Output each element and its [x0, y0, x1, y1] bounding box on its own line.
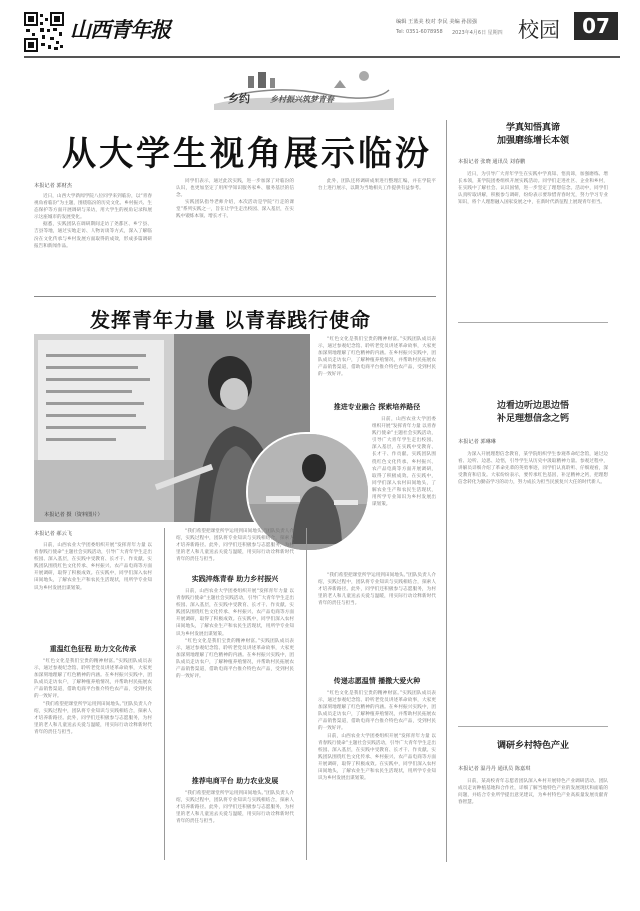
- side-headline: 边看边听边思边悟: [496, 401, 569, 411]
- lead-paragraph: 此外，团队还将调研成果进行整理汇编，并在学院平台上进行展示，以期为当地相关工作提供有益参考。: [318, 179, 436, 192]
- page-number: 07: [582, 14, 610, 38]
- side-headline: 学真知悟真谛: [505, 123, 560, 133]
- side-paragraph: 近日，为引导广大青年学生在实践中学真知、悟真谛，加强磨练、增长本领，某学院团委组织开展实践活动。同学们走进社区、企业和乡村，在实践中了解社会、认识国情，进一步坚定了理想信念。活动中，同学们认真听取讲解，积极参与调研，纷纷表示要珍惜青春时光，努力学习专业知识，将个人理想融入国家发展之中，在新时代新征程上展现青年担当。: [458, 172, 608, 206]
- lead-column-1: [34, 193, 152, 289]
- feature-paragraph: “红色文化是我们宝贵的精神财富。”实践团队成员表示，通过参观纪念馆、聆听老党员讲述革命故事，大家更加深刻地理解了红色精神的内涵。在乡村振兴实践中，团队成员走访农户，了解种植养殖情况，并帮助村民拓展农产品销售渠道，借助电商平台推介特色农产品，受到村民的一致好评。: [318, 691, 436, 732]
- feature-column-2c: [176, 790, 294, 860]
- side-body: [458, 451, 608, 703]
- lead-paragraph: 据悉，实践团队在调研期间走访了尧都区、乡宁县、吉县等地，通过实地走访、人物访谈等方式，深入了解临汾在文化传承与乡村发展方面取得的成效，形成多篇调研报告和新闻作品。: [34, 222, 152, 249]
- lead-paragraph: 近日，山西大学新闻学院八位同学来到临汾，以“青春视角看临汾”为主题，围绕临汾的历史文化、乡村振兴、生态保护等方面开展调研与采访，用大学生的视角记录和展示这座城市的发展变化。: [34, 194, 152, 221]
- photo-caption: 本报记者 摄（资料图片）: [44, 512, 103, 518]
- newspaper-logo: 山西青年报: [70, 17, 170, 42]
- column-rule: [446, 120, 447, 862]
- side-headline: 加强磨练增长本领: [496, 136, 569, 146]
- feature-subhead: 推荐电商平台 助力农业发展: [191, 777, 279, 785]
- feature-column-2b: [176, 588, 294, 766]
- feature-column-3: [318, 336, 436, 396]
- column-banner: [214, 64, 394, 110]
- feature-paragraph: “红色文化是我们宝贵的精神财富。”实践团队成员表示，通过参观纪念馆、聆听老党员讲述革命故事，大家更加深刻地理解了红色精神的内涵。在乡村振兴实践中，团队成员走访农户，了解种植养殖情况，并帮助村民拓展农产品销售渠道，借助电商平台推介特色农产品，受到村民的一致好评。: [318, 337, 436, 378]
- feature-paragraph: “我们希望把课堂所学运用到田间地头。”团队负责人介绍，实践过程中，团队将专业知识与实践相结合，探索人才培养新路径。此外，同学们还积极参与志愿服务，为村里的老人和儿童送去关爱与温暖，用实际行动诠释新时代青年的责任与担当。: [176, 529, 294, 563]
- feature-paragraph: “我们希望把课堂所学运用到田间地头。”团队负责人介绍，实践过程中，团队将专业知识与实践相结合，探索人才培养新路径。此外，同学们还积极参与志愿服务，为村里的老人和儿童送去关爱与温暖，用实际行动诠释新时代青年的责任与担当。: [318, 573, 436, 607]
- side-divider: [458, 322, 608, 323]
- feature-column-1: [34, 542, 152, 632]
- editor-credits: [396, 18, 477, 25]
- side-headline: 补足理想信念之钙: [496, 414, 569, 424]
- side-paragraph: 日前，某高校青年志愿者团队深入乡村开展特色产业调研活动。团队成员走访种植基地和合作社，详细了解当地特色产业的发展现状和面临的问题，并结合专业所学提出意见建议，为乡村特色产业高质量发展贡献青春智慧。: [458, 779, 608, 806]
- column-rule: [306, 528, 307, 860]
- feature-paragraph: 日前，山西农业大学团委组织开展“发挥青年力量 以青春践行使命”主题社会实践活动，引导广大青年学生走出校园、深入基层，在实践中受教育、长才干、作贡献。实践团队围绕红色文化传承、乡村振兴、农产品电商等方面开展调研，取得了积极成效。在实践中，同学们深入农村田间地头，了解农业生产和农民生活现状，用所学专业知识为乡村发展出谋划策。: [372, 417, 436, 508]
- feature-paragraph: 日前，山西农业大学团委组织开展“发挥青年力量 以青春践行使命”主题社会实践活动，引导广大青年学生走出校园、深入基层，在实践中受教育、长才干、作贡献。实践团队围绕红色文化传承、乡村振兴、农产品电商等方面开展调研，取得了积极成效。在实践中，同学们深入农村田间地头，了解农业生产和农民生活现状，用所学专业知识为乡村发展出谋划策。: [34, 543, 152, 591]
- banner-brand: 乡约: [228, 92, 250, 105]
- feature-paragraph: “红色文化是我们宝贵的精神财富。”实践团队成员表示，通过参观纪念馆、聆听老党员讲述革命故事，大家更加深刻地理解了红色精神的内涵。在乡村振兴实践中，团队成员走访农户，了解种植养殖情况，并帮助村民拓展农产品销售渠道，借助电商平台推介特色农产品，受到村民的一致好评。: [176, 638, 294, 680]
- editor-credit: 校对 李民: [425, 19, 448, 25]
- side-byline: 本报记者 张晓 通讯员 刘春鹏: [458, 159, 526, 165]
- lead-paragraph: 同学们表示，通过此次实践，进一步加深了对临汾的认识，也更加坚定了用所学知识服务家乡、服务基层的信念。: [176, 179, 294, 199]
- column-rule: [164, 528, 165, 860]
- issue-date: 2023年4月6日 星期四: [452, 30, 503, 36]
- side-byline: 本报记者 郭琳琳: [458, 439, 496, 445]
- side-byline: 本报记者 温丹丹 通讯员 陈嘉琪: [458, 766, 531, 772]
- feature-column-2: [176, 528, 294, 568]
- side-article-2: [458, 400, 608, 703]
- banner-slogan: 乡村振兴筑梦青春: [270, 95, 334, 104]
- lead-column-2: [176, 178, 294, 288]
- feature-column-3b: [372, 416, 436, 566]
- lead-column-3: [318, 178, 436, 288]
- feature-subhead: 重温红色征程 助力文化传承: [49, 645, 137, 653]
- side-body: [458, 171, 608, 331]
- side-divider: [458, 726, 608, 727]
- feature-headline: 发挥青年力量 以青春践行使命: [90, 308, 371, 332]
- feature-paragraph: “我们希望把课堂所学运用到田间地头。”团队负责人介绍，实践过程中，团队将专业知识与实践相结合，探索人才培养新路径。此外，同学们还积极参与志愿服务，为村里的老人和儿童送去关爱与温暖，用实际行动诠释新时代青年的责任与担当。: [176, 791, 294, 825]
- side-paragraph: 为深入开展理想信念教育，某学院组织学生参观革命纪念馆，通过边看、边听、边思、边悟，引导学生从历史中汲取精神力量。参观过程中，讲解员详细介绍了革命先辈的英勇事迹，同学们认真聆听、仔细观看，深受教育和启发。大家纷纷表示，要传承红色基因，补足精神之钙，把理想信念转化为勤奋学习的动力，努力成长为担当民族复兴大任的时代新人。: [458, 452, 608, 486]
- feature-subhead: 实践淬炼青春 助力乡村振兴: [191, 575, 279, 583]
- feature-column-3d: [318, 690, 436, 860]
- page-number-badge: [574, 12, 618, 40]
- editor-credit: 编辑 王蓝美: [396, 19, 424, 25]
- feature-paragraph: “我们希望把课堂所学运用到田间地头。”团队负责人介绍，实践过程中，团队将专业知识与实践相结合，探索人才培养新路径。此外，同学们还积极参与志愿服务，为村里的老人和儿童送去关爱与温暖，用实际行动诠释新时代青年的责任与担当。: [34, 701, 152, 735]
- feature-paragraph: 日前，山西农业大学团委组织开展“发挥青年力量 以青春践行使命”主题社会实践活动，引导广大青年学生走出校园、深入基层，在实践中受教育、长才干、作贡献。实践团队围绕红色文化传承、乡村振兴、农产品电商等方面开展调研，取得了积极成效。在实践中，同学们深入农村田间地头，了解农业生产和农民生活现状，用所学专业知识为乡村发展出谋划策。: [318, 733, 436, 782]
- feature-paragraph: 日前，山西农业大学团委组织开展“发挥青年力量 以青春践行使命”主题社会实践活动，引导广大青年学生走出校园、深入基层，在实践中受教育、长才干、作贡献。实践团队围绕红色文化传承、乡村振兴、农产品电商等方面开展调研，取得了积极成效。在实践中，同学们深入农村田间地头，了解农业生产和农民生活现状，用所学专业知识为乡村发展出谋划策。: [176, 589, 294, 637]
- feature-column-3c: [318, 572, 436, 668]
- feature-subhead: 推进专业融合 探索培养路径: [333, 403, 421, 411]
- masthead-rule: [24, 56, 620, 58]
- section-name: 校园: [518, 18, 560, 42]
- feature-column-1b: [34, 658, 152, 848]
- contact-phone: Tel: 0351-6078958: [396, 29, 443, 35]
- side-body: [458, 778, 608, 882]
- lead-byline: 本报记者 郭财杰: [34, 183, 72, 189]
- lead-headline: 从大学生视角展示临汾: [62, 134, 432, 174]
- feature-subhead: 传递志愿温情 播撒大爱火种: [333, 677, 421, 685]
- masthead: [0, 0, 640, 64]
- qr-code-icon: [24, 12, 64, 52]
- editor-credit: 美编 孙国强: [449, 19, 477, 25]
- side-article-1: [458, 122, 608, 331]
- side-headline: 调研乡村特色产业: [496, 741, 569, 751]
- feature-paragraph: “红色文化是我们宝贵的精神财富。”实践团队成员表示，通过参观纪念馆、聆听老党员讲述革命故事，大家更加深刻地理解了红色精神的内涵。在乡村振兴实践中，团队成员走访农户，了解种植养殖情况，并帮助村民拓展农产品销售渠道，借助电商平台推介特色农产品，受到村民的一致好评。: [34, 659, 152, 700]
- feature-byline: 本报记者 郝云飞: [34, 531, 72, 537]
- side-article-3: [458, 740, 608, 882]
- section-divider: [34, 296, 436, 297]
- lead-paragraph: 实践团队指导老师介绍，本次活动是学院“行走的课堂”系列实践之一，旨在让学生走出校园、深入基层，在实践中锻炼本领、增长才干。: [176, 200, 294, 220]
